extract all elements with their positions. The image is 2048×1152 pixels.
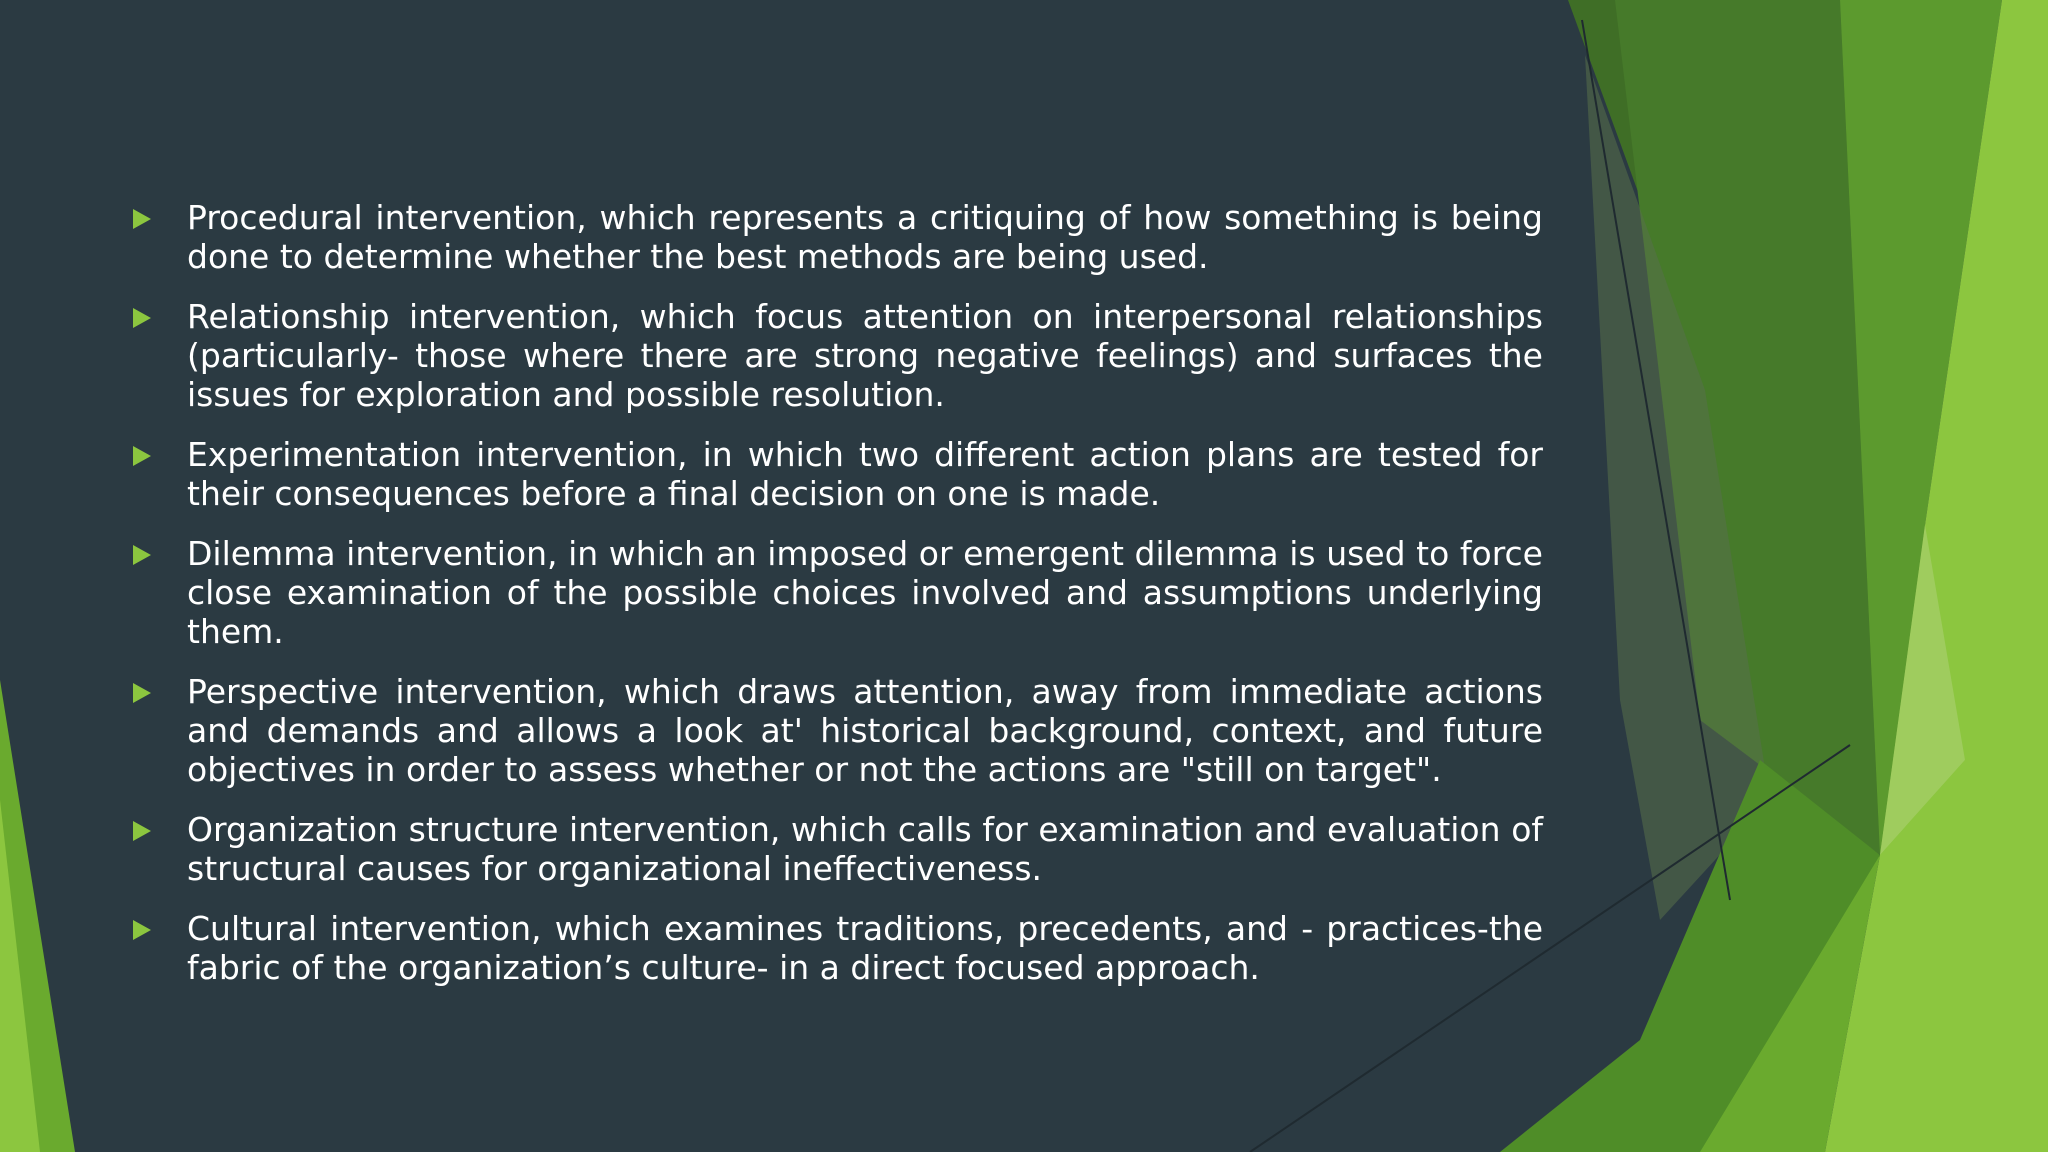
bullet-text: Procedural intervention, which represents a critiquing of how something is being done to determine whether the best methods are being used. (187, 198, 1543, 276)
bullet-item-relationship (128, 297, 1543, 414)
bullet-text: Cultural intervention, which examines traditions, precedents, and - practices-the fabric of the organization’s culture- in a direct focused approach. (187, 909, 1543, 987)
bullet-text: Dilemma intervention, in which an imposed or emergent dilemma is used to force close examination of the possible choices involved and assumptions underlying them. (187, 534, 1543, 651)
bullet-item-organization-structure (128, 810, 1543, 888)
triangle-right-icon (133, 920, 151, 940)
bullet-text: Perspective intervention, which draws attention, away from immediate actions and demands and allows a look at' historical background, context, and future objectives in order to assess whether or not the actions are "still on target". (187, 672, 1543, 789)
triangle-right-icon (133, 545, 151, 565)
triangle-right-icon (133, 308, 151, 328)
slide-body (128, 198, 1543, 1008)
bullet-item-procedural (128, 198, 1543, 276)
bullet-item-experimentation (128, 435, 1543, 513)
triangle-right-icon (133, 209, 151, 229)
triangle-right-icon (133, 821, 151, 841)
bullet-item-cultural (128, 909, 1543, 987)
triangle-right-icon (133, 683, 151, 703)
triangle-right-icon (133, 446, 151, 466)
bullet-item-perspective (128, 672, 1543, 789)
bullet-list (128, 198, 1543, 987)
bullet-text: Organization structure intervention, which calls for examination and evaluation of structural causes for organizational ineffectiveness. (187, 810, 1543, 888)
bullet-text: Experimentation intervention, in which two different action plans are tested for their consequences before a final decision on one is made. (187, 435, 1543, 513)
bullet-item-dilemma (128, 534, 1543, 651)
bullet-text: Relationship intervention, which focus attention on interpersonal relationships (particularly- those where there are strong negative feelings) and surfaces the issues for exploration and possible resolution. (187, 297, 1543, 414)
